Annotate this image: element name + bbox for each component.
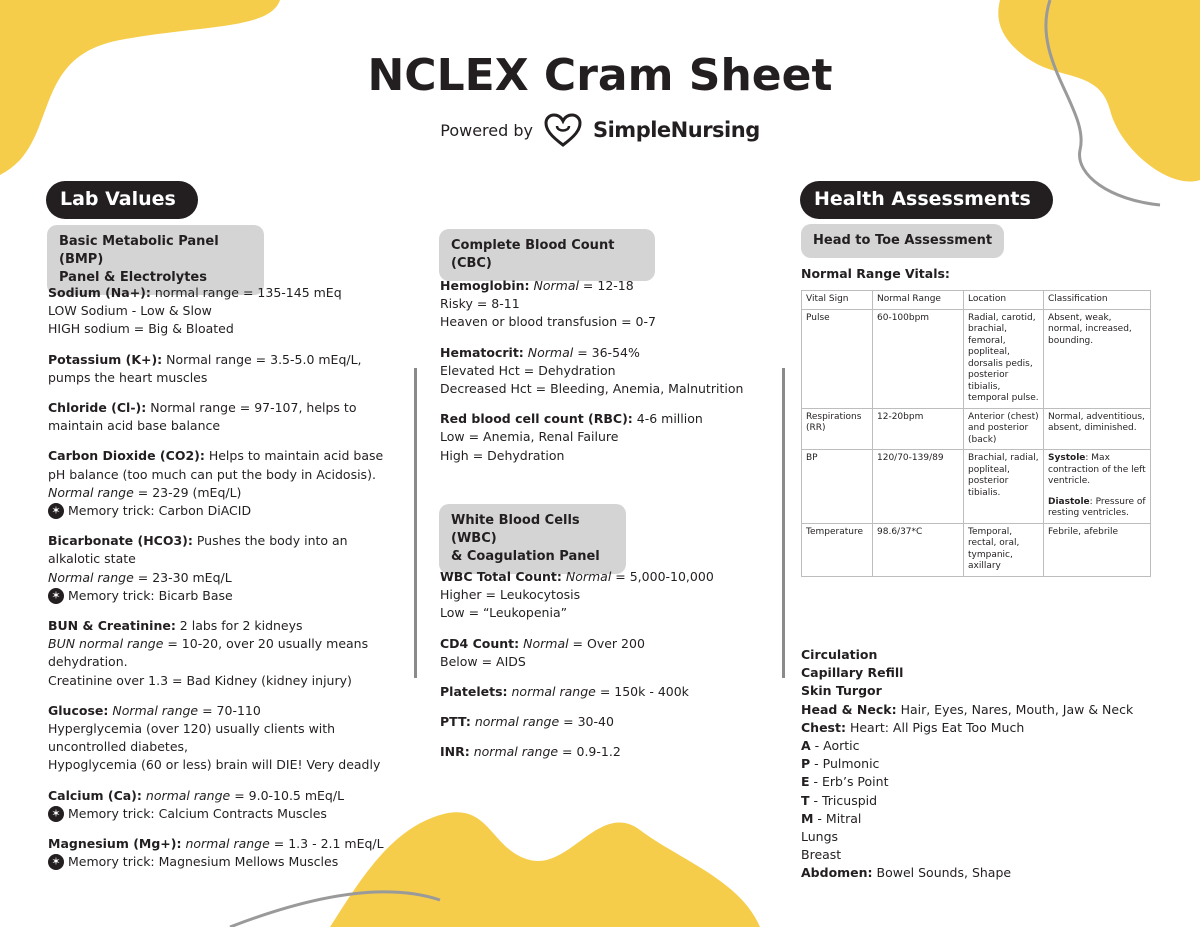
bicarb-line2: alkalotic state xyxy=(48,551,136,567)
location-cell: Radial, carotid, brachial, femoral, popliteal, dorsalis pedis, posterior tibialis, temporal pulse. xyxy=(964,309,1044,408)
bmp-list xyxy=(48,284,388,883)
mitral-letter: M xyxy=(801,810,814,826)
systole-label: Systole xyxy=(1048,453,1086,463)
normal-range-cell: 12-20bpm xyxy=(873,408,964,450)
calcium-entry xyxy=(48,787,388,823)
page-title: NCLEX Cram Sheet xyxy=(367,50,833,101)
platelets-normal-value: = 150k - 400k xyxy=(595,684,689,700)
brand-logo-text: SimpleNursing xyxy=(592,118,760,142)
powered-by-row xyxy=(0,112,1200,148)
magnesium-normal-label: normal range xyxy=(185,836,270,852)
glucose-line4: Hypoglycemia (60 or less) brain will DIE! Very deadly xyxy=(48,757,381,773)
lungs: Lungs xyxy=(801,829,839,845)
location-cell: Temporal, rectal, oral, tympanic, axillary xyxy=(964,523,1044,576)
skin-turgor: Skin Turgor xyxy=(801,683,882,699)
normal-range-cell: 60-100bpm xyxy=(873,309,964,408)
memory-trick-icon: ✶ xyxy=(48,854,64,870)
vital-sign-cell: Respirations (RR) xyxy=(802,408,873,450)
vitals-title: Normal Range Vitals: xyxy=(801,266,950,281)
cd4-entry xyxy=(440,635,770,671)
ptt-normal-label: normal range xyxy=(474,714,560,730)
wbc-total-line2: Higher = Leukocytosis xyxy=(440,587,581,603)
cd4-normal-value: = Over 200 xyxy=(568,635,645,651)
circulation: Circulation xyxy=(801,647,878,662)
bicarb-trick: Memory trick: Bicarb Base xyxy=(68,587,233,603)
wbc-list xyxy=(440,568,770,774)
location-cell: Anterior (chest) and posterior (back) xyxy=(964,408,1044,450)
bottom-blob xyxy=(330,812,760,927)
rbc-line2: Low = Anemia, Renal Failure xyxy=(440,429,619,445)
mitral-text: - Mitral xyxy=(813,810,862,826)
sodium-text: normal range = 135-145 mEq xyxy=(150,285,342,300)
bun-normal-value: = 10-20, over 20 usually means xyxy=(163,636,369,652)
co2-text: Helps to maintain acid base xyxy=(204,448,384,464)
wbc-label xyxy=(439,504,626,574)
bun-line3: dehydration. xyxy=(48,654,128,670)
wbc-total-normal-label: Normal xyxy=(565,569,612,584)
vitals-header-range: Normal Range xyxy=(873,291,964,310)
systole-text: : Max contraction of the left ventricle. xyxy=(1048,453,1146,486)
bicarb-normal-label: Normal range xyxy=(48,569,134,585)
bun-text: 2 labs for 2 kidneys xyxy=(175,618,303,634)
co2-entry xyxy=(48,447,388,520)
glucose-line3: uncontrolled diabetes, xyxy=(48,739,189,755)
chest-label: Chest: xyxy=(801,719,846,735)
hemoglobin-name: Hemoglobin: xyxy=(440,278,530,293)
cbc-list xyxy=(440,277,770,477)
cd4-line2: Below = AIDS xyxy=(440,653,526,669)
vitals-header-row xyxy=(802,291,1151,310)
bun-normal-label: BUN normal range xyxy=(48,636,164,652)
bmp-label-line2: Panel & Electrolytes xyxy=(59,270,207,285)
tricuspid-letter: T xyxy=(801,792,810,808)
co2-trick: Memory trick: Carbon DiACID xyxy=(68,503,252,519)
vitals-table xyxy=(801,290,1151,577)
inr-normal-value: = 0.9-1.2 xyxy=(558,744,621,760)
inr-name: INR: xyxy=(440,744,470,760)
bicarb-text: Pushes the body into an xyxy=(192,533,348,549)
table-row xyxy=(802,309,1151,408)
aortic-letter: A xyxy=(801,738,811,754)
normal-range-cell: 98.6/37*C xyxy=(873,523,964,576)
erbs-letter: E xyxy=(801,774,810,790)
magnesium-trick: Memory trick: Magnesium Mellows Muscles xyxy=(68,854,339,870)
classification-cell: Absent, weak, normal, increased, bounding. xyxy=(1044,309,1151,408)
platelets-entry xyxy=(440,683,770,701)
vitals-header-classification: Classification xyxy=(1044,291,1151,310)
ptt-normal-value: = 30-40 xyxy=(559,714,614,730)
ptt-name: PTT: xyxy=(440,714,471,730)
magnesium-entry xyxy=(48,835,388,871)
capillary-refill: Capillary Refill xyxy=(801,665,904,681)
head-neck-text: Hair, Eyes, Nares, Mouth, Jaw & Neck xyxy=(896,701,1134,717)
potassium-text: Normal range = 3.5-5.0 mEq/L, xyxy=(162,351,362,367)
wbc-total-normal-value: = 5,000-10,000 xyxy=(611,569,714,584)
erbs-text: - Erb’s Point xyxy=(809,774,889,790)
bun-entry xyxy=(48,617,388,690)
classification-cell: Normal, adventitious, absent, diminished. xyxy=(1044,408,1151,450)
co2-line2: pH balance (too much can put the body in Acidosis). xyxy=(48,466,376,482)
wbc-label-line1: White Blood Cells (WBC) xyxy=(451,513,580,546)
diastole-text: : Pressure of resting ventricles. xyxy=(1048,496,1146,518)
pulmonic-letter: P xyxy=(801,756,811,772)
chloride-text: Normal range = 97-107, helps to xyxy=(146,400,357,416)
vital-sign-cell: Temperature xyxy=(802,523,873,576)
vitals-header-sign: Vital Sign xyxy=(802,291,873,310)
glucose-line2: Hyperglycemia (over 120) usually clients with xyxy=(48,721,336,737)
sodium-name: Sodium (Na+): xyxy=(48,285,151,300)
vital-sign-cell: Pulse xyxy=(802,309,873,408)
bmp-label-line1: Basic Metabolic Panel (BMP) xyxy=(59,234,219,267)
heart-stethoscope-icon xyxy=(543,112,583,148)
column-divider-left xyxy=(414,368,417,678)
vitals-header-location: Location xyxy=(964,291,1044,310)
head-to-toe-label: Head to Toe Assessment xyxy=(801,224,1004,258)
memory-trick-icon: ✶ xyxy=(48,588,64,604)
sodium-line2: LOW Sodium - Low & Slow xyxy=(48,303,212,319)
hemoglobin-entry xyxy=(440,277,770,332)
glucose-normal-label: Normal range xyxy=(112,702,199,718)
table-row xyxy=(802,408,1151,450)
bicarb-entry xyxy=(48,532,388,605)
rbc-entry xyxy=(440,410,770,465)
hematocrit-line3: Decreased Hct = Bleeding, Anemia, Malnutrition xyxy=(440,381,744,397)
hematocrit-name: Hematocrit: xyxy=(440,344,524,360)
ptt-entry xyxy=(440,713,770,731)
co2-normal-value: = 23-29 (mEq/L) xyxy=(133,484,242,500)
abdomen-text: Bowel Sounds, Shape xyxy=(872,865,1012,881)
rbc-name: Red blood cell count (RBC): xyxy=(440,411,633,427)
magnesium-name: Magnesium (Mg+): xyxy=(48,836,182,852)
sodium-line3: HIGH sodium = Big & Bloated xyxy=(48,321,234,337)
glucose-name: Glucose: xyxy=(48,702,109,718)
co2-name: Carbon Dioxide (CO2): xyxy=(48,448,205,464)
hemoglobin-line2: Risky = 8-11 xyxy=(440,296,520,312)
rbc-text: 4-6 million xyxy=(632,411,703,427)
potassium-name: Potassium (K+): xyxy=(48,351,163,367)
wbc-total-name: WBC Total Count: xyxy=(440,569,562,584)
memory-trick-icon: ✶ xyxy=(48,806,64,822)
memory-trick-icon: ✶ xyxy=(48,503,64,519)
inr-entry xyxy=(440,743,770,761)
bicarb-normal-value: = 23-30 mEq/L xyxy=(133,569,232,585)
hematocrit-normal-label: Normal xyxy=(527,344,574,360)
vital-sign-cell: BP xyxy=(802,450,873,524)
bun-name: BUN & Creatinine: xyxy=(48,618,176,634)
chloride-line2: maintain acid base balance xyxy=(48,418,221,434)
head-to-toe-list xyxy=(801,646,1133,883)
classification-cell: Febrile, afebrile xyxy=(1044,523,1151,576)
potassium-entry xyxy=(48,351,388,387)
chloride-entry xyxy=(48,399,388,435)
rbc-line3: High = Dehydration xyxy=(440,447,565,463)
hemoglobin-line3: Heaven or blood transfusion = 0-7 xyxy=(440,314,656,330)
health-assessments-heading: Health Assessments xyxy=(800,181,1053,219)
hematocrit-normal-value: = 36-54% xyxy=(573,344,640,360)
hematocrit-entry xyxy=(440,344,770,399)
table-row xyxy=(802,523,1151,576)
wbc-label-line2: & Coagulation Panel xyxy=(451,549,600,564)
hemoglobin-normal-value: = 12-18 xyxy=(578,278,634,293)
abdomen-label: Abdomen: xyxy=(801,865,873,881)
head-neck-label: Head & Neck: xyxy=(801,701,897,717)
table-row xyxy=(802,450,1151,524)
cbc-label: Complete Blood Count (CBC) xyxy=(439,229,655,281)
calcium-name: Calcium (Ca): xyxy=(48,787,142,803)
magnesium-normal-value: = 1.3 - 2.1 mEq/L xyxy=(269,836,384,852)
wbc-total-line3: Low = “Leukopenia” xyxy=(440,605,568,621)
classification-cell xyxy=(1044,450,1151,524)
pulmonic-text: - Pulmonic xyxy=(810,756,880,772)
bun-line4: Creatinine over 1.3 = Bad Kidney (kidney injury) xyxy=(48,672,352,688)
breast: Breast xyxy=(801,847,842,863)
chest-text: Heart: All Pigs Eat Too Much xyxy=(845,719,1025,735)
calcium-normal-value: = 9.0-10.5 mEq/L xyxy=(230,787,345,803)
glucose-normal-value: = 70-110 xyxy=(198,702,261,718)
platelets-normal-label: normal range xyxy=(511,684,596,700)
bicarb-name: Bicarbonate (HCO3): xyxy=(48,533,193,549)
lab-values-heading: Lab Values xyxy=(46,181,198,219)
column-divider-right xyxy=(782,368,785,678)
platelets-name: Platelets: xyxy=(440,684,508,700)
chloride-name: Chloride (Cl-): xyxy=(48,400,147,416)
powered-by-text: Powered by xyxy=(440,120,533,140)
potassium-line2: pumps the heart muscles xyxy=(48,369,208,385)
inr-normal-label: normal range xyxy=(473,744,559,760)
normal-range-cell: 120/70-139/89 xyxy=(873,450,964,524)
wbc-total-entry xyxy=(440,568,770,623)
sodium-entry xyxy=(48,284,388,339)
cd4-name: CD4 Count: xyxy=(440,635,520,651)
glucose-entry xyxy=(48,702,388,775)
location-cell: Brachial, radial, popliteal, posterior tibialis. xyxy=(964,450,1044,524)
tricuspid-text: - Tricuspid xyxy=(809,792,878,808)
hemoglobin-normal-label: Normal xyxy=(533,278,579,293)
co2-normal-label: Normal range xyxy=(48,484,134,500)
aortic-text: - Aortic xyxy=(810,738,860,754)
cd4-normal-label: Normal xyxy=(523,635,569,651)
calcium-trick: Memory trick: Calcium Contracts Muscles xyxy=(68,805,327,821)
calcium-normal-label: normal range xyxy=(145,787,231,803)
diastole-label: Diastole xyxy=(1048,496,1090,507)
hematocrit-line2: Elevated Hct = Dehydration xyxy=(440,362,616,378)
